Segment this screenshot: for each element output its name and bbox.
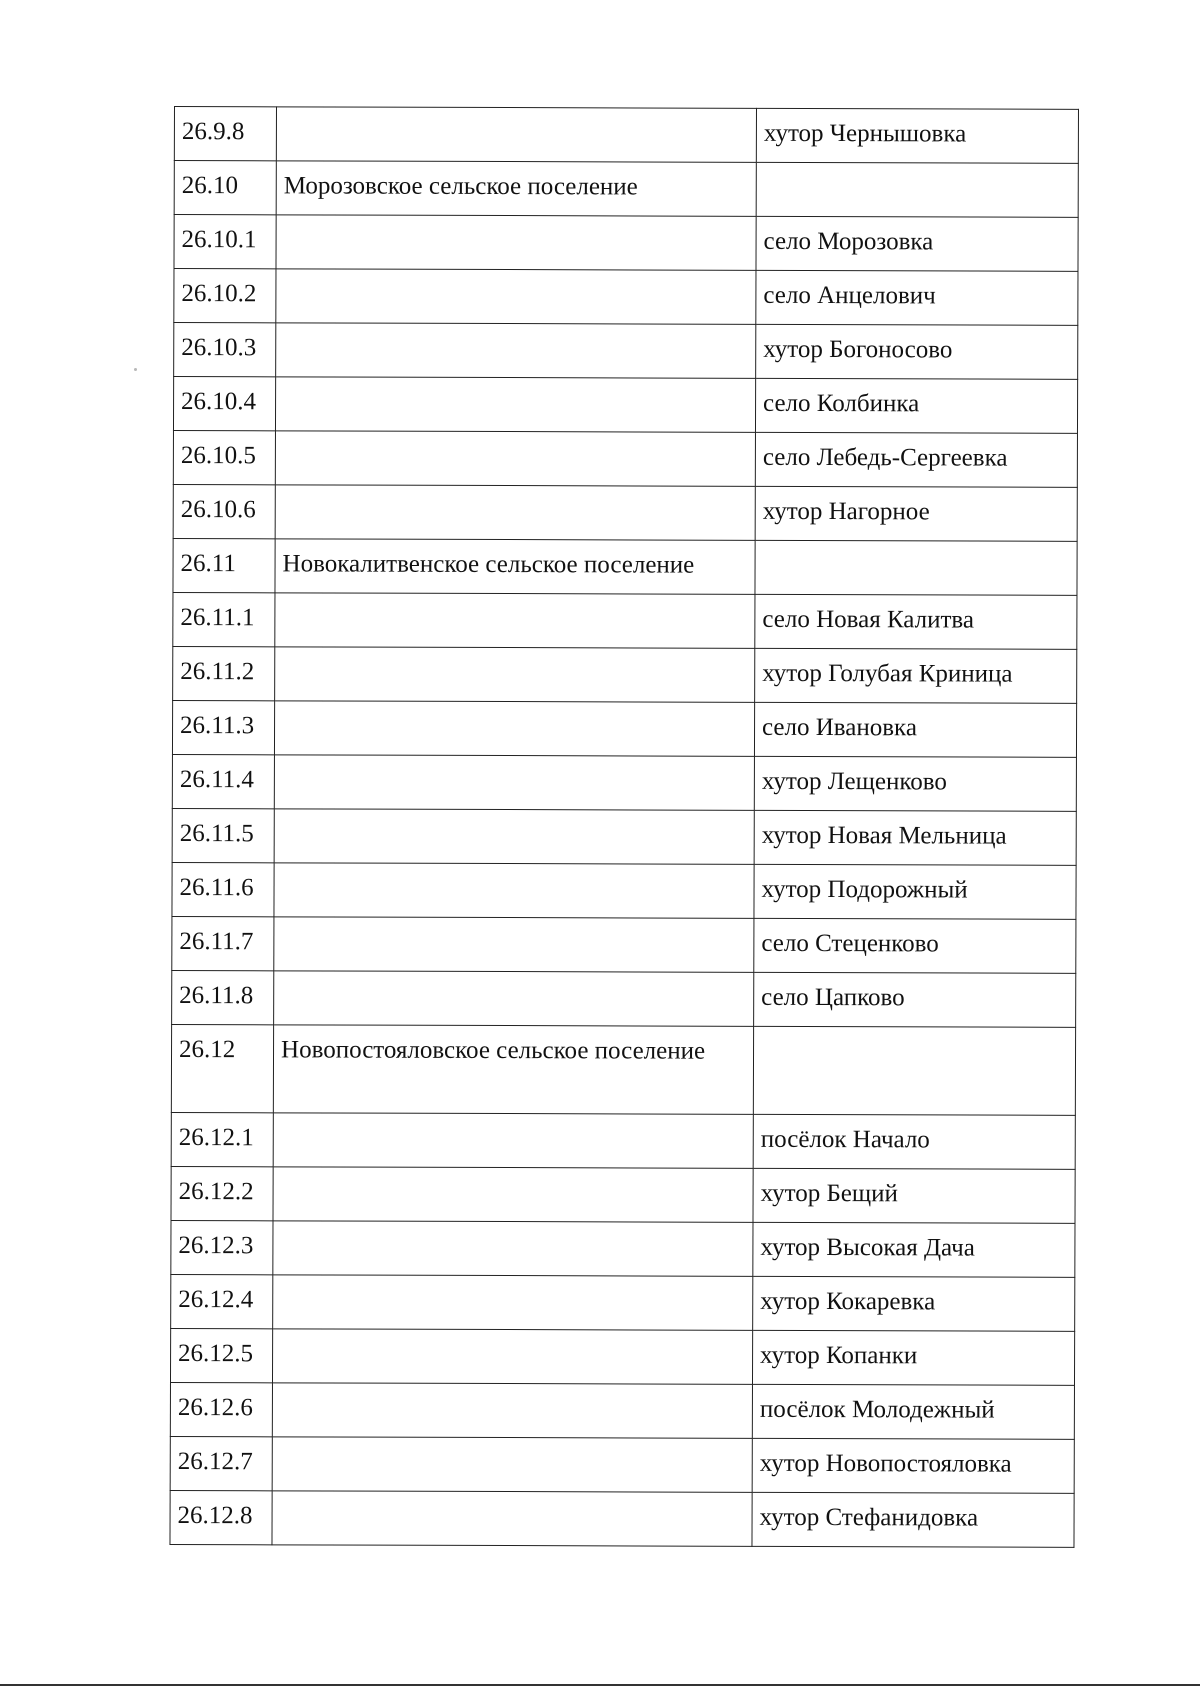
row-number: 26.12.4 [171,1274,273,1328]
locality-name: хутор Высокая Дача [753,1222,1075,1277]
row-number: 26.11.2 [173,646,275,700]
settlement-name [276,323,756,379]
row-number: 26.12.7 [170,1436,272,1490]
settlement-name [273,1275,753,1331]
row-number: 26.10 [174,161,276,215]
row-number: 26.10.2 [174,269,276,323]
table-row [172,862,1076,919]
row-number: 26.9.8 [174,107,276,161]
table-row [172,916,1076,973]
settlement-name [272,1437,752,1493]
settlement-name [275,593,755,649]
table-row [172,970,1076,1027]
row-number: 26.11.8 [172,970,274,1024]
settlement-name [274,917,754,973]
locality-name [756,162,1078,217]
table-row [172,700,1076,757]
locality-name: хутор Богоносово [756,324,1078,379]
locality-name: хутор Нагорное [755,486,1077,541]
settlement-name [273,1113,753,1169]
locality-name: хутор Подорожный [754,864,1076,919]
row-number: 26.10.5 [173,430,275,484]
settlement-name [275,485,755,541]
row-number: 26.11.4 [172,754,274,808]
settlement-name [273,1221,753,1277]
settlement-name: Новопостояловское сельское поселение [273,1025,753,1115]
table-row [171,1220,1075,1277]
locality-name: село Лебедь-Сергеевка [755,432,1077,487]
table-row [171,1274,1075,1331]
row-number: 26.10.4 [173,377,275,431]
locality-name: хутор Голубая Криница [755,648,1077,703]
table-row [172,808,1076,865]
table-body [170,107,1079,1548]
row-number: 26.12.6 [170,1382,272,1436]
row-number: 26.12 [171,1024,273,1112]
locality-name: хутор Стефанидовка [752,1492,1074,1547]
settlement-name [272,1329,752,1385]
table-row [171,1166,1075,1223]
settlement-name [272,1383,752,1439]
table-row [173,592,1077,649]
settlement-name [274,701,754,757]
row-number: 26.11 [173,538,275,592]
page-bottom-edge [0,1684,1200,1686]
settlements-table [169,106,1079,1548]
settlement-name [274,755,754,811]
table-row [174,215,1078,272]
row-number: 26.10.6 [173,484,275,538]
table-row [170,1436,1074,1493]
table-row [174,269,1078,326]
locality-name: село Стеценково [754,918,1076,973]
locality-name: село Колбинка [755,378,1077,433]
table-row [174,161,1078,218]
locality-name: село Морозовка [756,216,1078,271]
table-row [171,1112,1075,1169]
settlement-name [275,377,755,433]
settlement-name [273,1167,753,1223]
table-row [170,1328,1074,1385]
locality-name: село Новая Калитва [755,594,1077,649]
settlement-name [275,431,755,487]
locality-name: хутор Кокаревка [753,1276,1075,1331]
row-number: 26.11.3 [172,700,274,754]
table-row [173,538,1077,595]
settlement-name [275,647,755,703]
locality-name [755,540,1077,595]
row-number: 26.12.1 [171,1112,273,1166]
locality-name: село Цапково [754,972,1076,1027]
locality-name: село Ивановка [754,702,1076,757]
row-number: 26.11.5 [172,808,274,862]
settlement-name: Морозовское сельское поселение [276,161,756,217]
locality-name: хутор Новая Мельница [754,810,1076,865]
document-page [169,106,1078,1548]
settlement-name [276,107,756,163]
locality-name: хутор Новопостояловка [752,1438,1074,1493]
row-number: 26.10.3 [174,323,276,377]
row-number: 26.11.6 [172,862,274,916]
locality-name: село Анцелович [756,270,1078,325]
settlement-name [274,809,754,865]
table-row [173,484,1077,541]
settlement-name: Новокалитвенское сельское поселение [275,539,755,595]
locality-name: хутор Чернышовка [756,108,1078,163]
row-number: 26.12.5 [170,1328,272,1382]
table-row [170,1490,1074,1547]
row-number: 26.10.1 [174,215,276,269]
row-number: 26.12.2 [171,1166,273,1220]
table-row [174,323,1078,380]
locality-name: хутор Бещий [753,1168,1075,1223]
table-row [170,1382,1074,1439]
locality-name: посёлок Начало [753,1114,1075,1169]
settlement-name [276,269,756,325]
table-row [173,377,1077,434]
table-row [174,107,1078,164]
table-row [173,646,1077,703]
row-number: 26.12.3 [171,1220,273,1274]
row-number: 26.11.7 [172,916,274,970]
row-number: 26.11.1 [173,592,275,646]
locality-name: хутор Лещенково [754,756,1076,811]
locality-name [753,1026,1075,1115]
table-row [173,430,1077,487]
settlement-name [274,971,754,1027]
row-number: 26.12.8 [170,1490,272,1544]
settlement-name [274,863,754,919]
locality-name: хутор Копанки [752,1330,1074,1385]
settlement-name [272,1491,752,1547]
table-row [172,754,1076,811]
locality-name: посёлок Молодежный [752,1384,1074,1439]
scan-speck [134,368,137,371]
settlement-name [276,215,756,271]
table-row [171,1024,1075,1115]
